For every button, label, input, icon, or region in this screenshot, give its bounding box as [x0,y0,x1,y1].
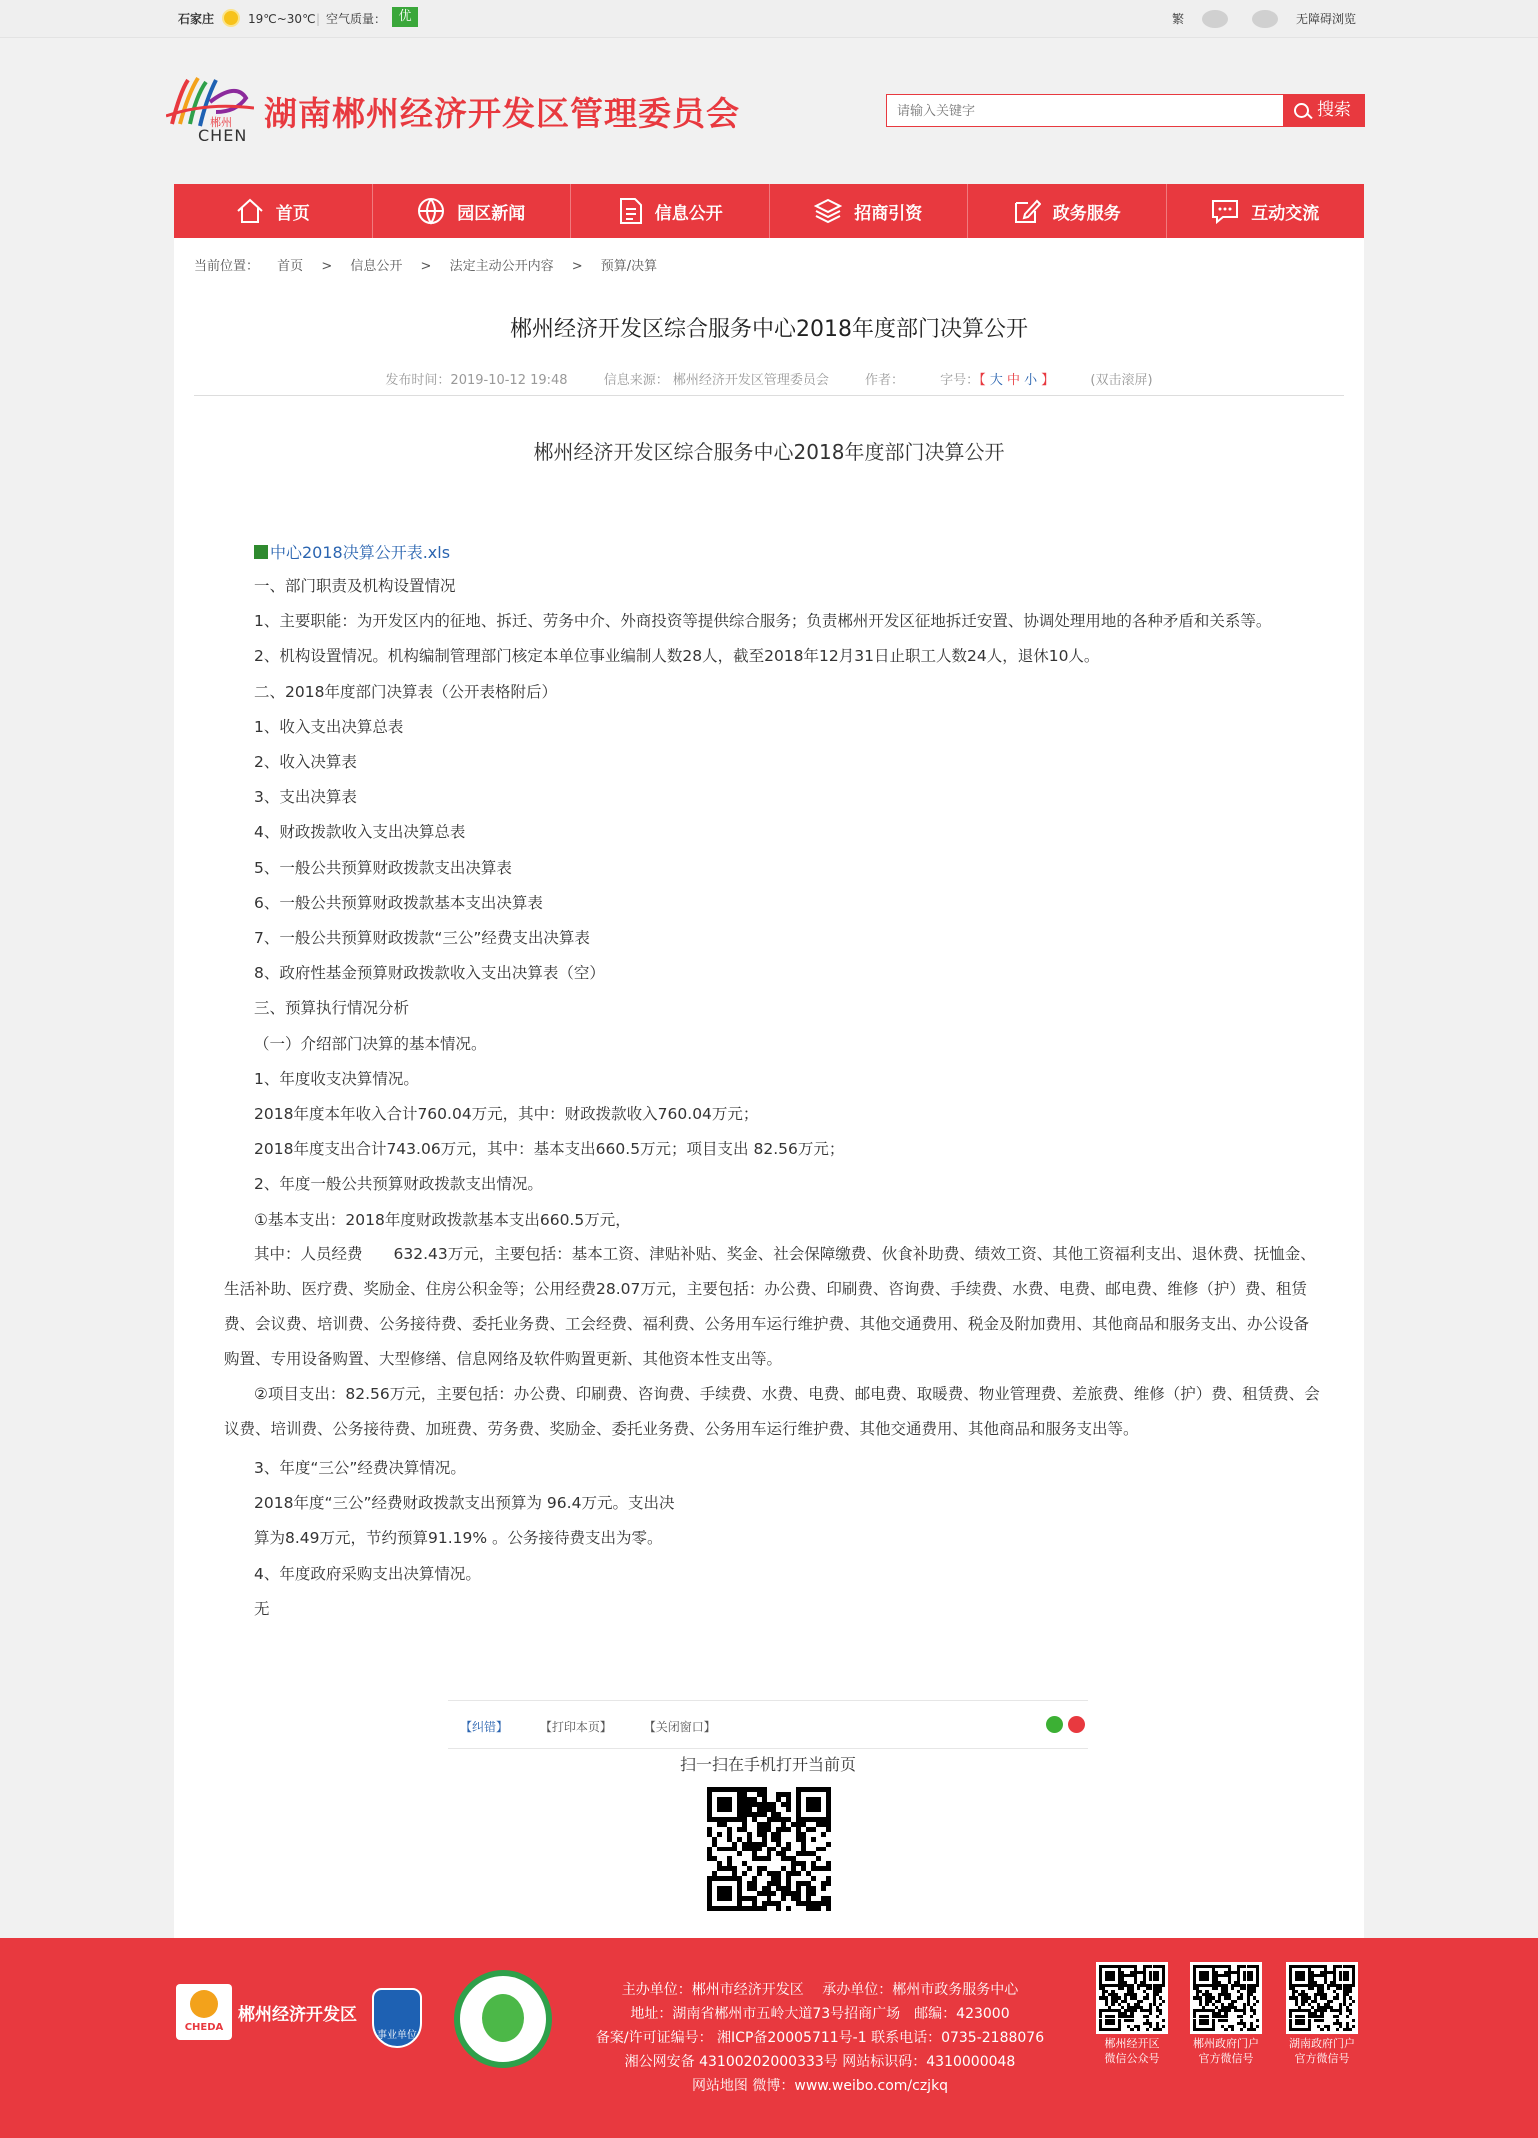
info-source: 信息来源： 郴州经济开发区管理委员会 [603,373,829,388]
footer-organizer: 主办单位：郴州市经济开发区 承办单位：郴州市政务服务中心 [621,1982,1019,1998]
article-line: 无 [254,1599,270,1618]
article-line: 4、财政拨款收入支出决算总表 [254,823,466,842]
article-line: 2018年度“三公”经费财政拨款支出预算为 96.4万元。支出决 [254,1494,675,1513]
article-line: 算为8.49万元，节约预算91.19% 。公务接待费支出为零。 [254,1529,663,1548]
article-subtitle: 郴州经济开发区综合服务中心2018年度部门决算公开 [533,440,1005,464]
close-window-link[interactable]: 【关闭窗口】 [643,1720,716,1734]
qr-wechat-public [1096,1962,1168,2034]
publish-time: 发布时间：2019-10-12 19:48 [385,373,568,388]
chat-icon [1211,198,1239,224]
qr-caption: 郴州政府门户 官方微信号 [1193,2037,1259,2065]
article-line: （一）介绍部门决算的基本情况。 [254,1034,487,1053]
footer-address: 地址：湖南省郴州市五岭大道73号招商广场 邮编：423000 [630,2006,1010,2022]
attachment-name: 中心2018决算公开表.xls [270,543,451,562]
nav-info-public[interactable] [571,184,770,238]
article-line: 2018年度本年收入合计760.04万元，其中：财政拨款收入760.04万元； [254,1105,759,1123]
double-click-scroll: (双击滚屏) [1090,373,1153,388]
air-quality-badge: 优 [392,7,418,27]
leaf-icon [482,1994,524,2042]
home-icon [236,198,264,224]
breadcrumb-prefix: 当前位置： [194,259,260,274]
nav-label: 互动交流 [1251,203,1320,224]
author: 作者： [865,373,905,388]
divider [448,1700,1088,1701]
attachment-link[interactable] [254,540,450,563]
font-small-link[interactable]: 小 [1024,373,1038,388]
article-line: 2、机构设置情况。机构编制管理部门核定本单位事业编制人数28人，截至2018年12月31日止职工人数24人，退休10人。 [254,647,1100,666]
city-label: 石家庄 [178,12,215,26]
nav-label: 首页 [275,203,310,224]
cheda-logo [176,1984,232,2040]
nav-park-news[interactable] [373,184,572,238]
wechat-icon[interactable] [1252,10,1278,28]
divider [448,1748,1088,1749]
article-meta [194,369,1344,388]
article-line: 三、预算执行情况分析 [254,999,410,1018]
nav-gov-service[interactable] [968,184,1167,238]
divider: | [316,12,321,26]
font-size-control: 字号：【 大 中 小 】 [940,373,1055,388]
search-button[interactable] [1283,94,1365,127]
article-line: 3、支出决算表 [254,788,357,807]
footer-police-record[interactable]: 湘公网安备 43100202000333号 网站标识码：4310000048 [624,2054,1016,2070]
nav-interaction[interactable] [1167,184,1365,238]
traditional-chinese-link[interactable]: 繁 [1172,12,1185,26]
article-line: ①基本支出：2018年度财政拨款基本支出660.5万元， [254,1210,631,1229]
search-icon [1294,103,1309,118]
main-nav [174,184,1364,238]
breadcrumb-sep: > [571,259,583,274]
wechat-share-icon[interactable] [1046,1716,1063,1733]
page-qr-code [702,1782,836,1916]
breadcrumb-statutory[interactable]: 法定主动公开内容 [449,259,554,274]
divider [194,395,1344,396]
article-line: 2、年度一般公共预算财政拨款支出情况。 [254,1175,543,1194]
excel-file-icon [254,545,268,559]
font-size-label: 字号： [940,373,980,388]
air-quality-label: 空气质量： [326,12,387,26]
search-input[interactable] [886,94,1284,127]
qr-city-portal [1190,1962,1262,2034]
layers-icon [814,198,842,224]
cheda-emblem [190,1990,218,2018]
article-title: 郴州经济开发区综合服务中心2018年度部门决算公开 [510,317,1028,342]
article-line: 2、收入决算表 [254,753,357,771]
badge-label: 事业单位 [377,2030,417,2041]
qr-province-portal [1286,1962,1358,2034]
logo-sub-text: CHEN [198,126,248,145]
temperature: 19℃~30℃ [248,12,316,26]
footer-info [560,1978,1080,2098]
nav-label: 招商引资 [854,203,923,224]
article-line: 3、年度“三公”经费决算情况。 [254,1459,466,1477]
article-line: 4、年度政府采购支出决算情况。 [254,1564,481,1583]
footer-sitemap-weibo[interactable]: 网站地图 微博：www.weibo.com/czjkq [691,2078,949,2094]
site-title: 湖南郴州经济开发区管理委员会 [264,94,740,133]
article-line: 5、一般公共预算财政拨款支出决算表 [254,858,512,877]
weibo-share-icon[interactable] [1068,1716,1085,1733]
article-line: 6、一般公共预算财政拨款基本支出决算表 [254,893,543,912]
sun-icon [222,9,240,27]
breadcrumb-sep: > [321,259,333,274]
article-line: 二、2018年度部门决算表（公开表格附后） [254,682,557,701]
footer-org-name: 郴州经济开发区 [238,2005,357,2025]
top-bar [0,0,1538,38]
article-line: 8、政府性基金预算财政拨款收入支出决算表（空） [254,964,605,983]
print-page-link[interactable]: 【打印本页】 [539,1720,612,1734]
article-line: 一、部门职责及机构设置情况 [254,577,456,595]
breadcrumb-home[interactable]: 首页 [277,259,304,274]
document-icon [617,197,643,225]
logo-city-text: 郴州 [210,116,232,129]
article-line: 1、主要职能：为开发区内的征地、拆迁、劳务中介、外商投资等提供综合服务；负责郴州开发区征地拆迁安置、协调处理用地的各种矛盾和关系等。 [254,612,1272,631]
search-button-label: 搜索 [1317,100,1351,120]
article-line: 7、一般公共预算财政拨款“三公”经费支出决算表 [254,929,590,947]
nav-label: 政务服务 [1052,203,1121,224]
cheda-abbr: CHEDA [184,2022,224,2033]
qr-caption: 湖南政府门户 官方微信号 [1289,2037,1355,2065]
article-line: 1、年度收支决算情况。 [254,1069,419,1088]
nav-label: 园区新闻 [457,203,526,224]
font-mid-link[interactable]: 中 [1006,373,1020,388]
paragraph-project-expense: ②项目支出：82.56万元，主要包括：办公费、印刷费、咨询费、手续费、水费、电费、邮电费、取暖费、物业管理费、差旅费、维修（护）费、租赁费、会议费、培训费、公务接待费、加班费、劳务费、奖励金、委托业务费、公务用车运行维护费、其他交通费用、其他商品和服务支出等。 [224,1385,1320,1438]
breadcrumb-info-public[interactable]: 信息公开 [350,259,403,274]
edit-icon [1013,197,1041,225]
accessibility-link[interactable]: 无障碍浏览 [1296,12,1357,26]
nav-label: 信息公开 [654,203,723,224]
globe-icon [417,197,445,225]
correct-error-link[interactable]: 【纠错】 [460,1720,509,1734]
breadcrumb-budget[interactable]: 预算/决算 [600,259,658,274]
nav-investment[interactable] [770,184,969,238]
qr-caption: 郴州经开区 微信公众号 [1104,2037,1160,2065]
paragraph-basic-expense: 其中：人员经费 632.43万元，主要包括：基本工资、津贴补贴、奖金、社会保障缴费、伙食补助费、绩效工资、其他工资福利支出、退休费、抚恤金、生活补助、医疗费、奖励金、住房公积金等；公用经费28.07万元，主要包括：办公费、印刷费、咨询费、手续费、水费、电费、邮电费、维修（护）费、租赁费、会议费、培训费、公务接待费、委托业务费、工会经费、福利费、公务用车运行维护费、其他交通费用、税金及附加费用、其他商品和服务支出、办公设备购置、专用设备购置、大型修缮、信息网络及软件购置更新、其他资本性支出等。 [224,1245,1316,1368]
nav-home[interactable] [174,184,373,238]
weibo-icon[interactable] [1202,10,1228,28]
breadcrumb [194,255,671,274]
article-tools [460,1718,744,1735]
qr-caption: 扫一扫在手机打开当前页 [679,1755,856,1774]
article-line: 1、收入支出决算总表 [254,717,404,736]
breadcrumb-sep: > [420,259,432,274]
font-large-link[interactable]: 大 [989,373,1003,388]
article-line: 2018年度支出合计743.06万元，其中：基本支出660.5万元；项目支出 82.56万元； [254,1140,845,1159]
footer-icp[interactable]: 备案/许可证编号： 湘ICP备20005711号-1 联系电话：0735-2188076 [595,2030,1045,2046]
